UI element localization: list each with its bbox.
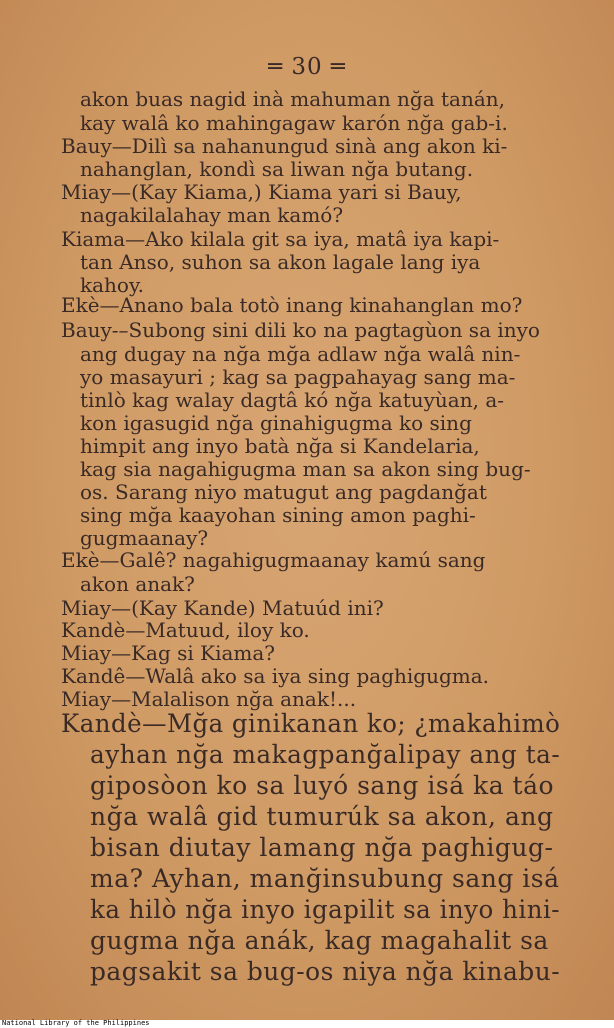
text-line: gugmaanay? xyxy=(80,526,209,550)
text-line: Miay—(Kay Kiama,) Kiama yari si Bauy, xyxy=(61,180,462,204)
text-line: akon buas nagid inà mahuman nğa tanán, xyxy=(80,87,506,111)
text-line: bisan diutay lamang nğa paghigug- xyxy=(90,833,554,862)
text-line: kahoy. xyxy=(80,273,144,297)
text-line: tinlò kag walay dagtâ kó nğa katuyùan, a- xyxy=(80,388,505,412)
text-line: Kandè—Mğa ginikanan ko; ¿makahimò xyxy=(61,709,561,738)
text-line: Miay—(Kay Kande) Matuúd ini? xyxy=(61,596,384,620)
text-line: nahanglan, kondì sa liwan nğa butang. xyxy=(80,157,474,181)
text-line: ayhan nğa makagpanğalipay ang ta- xyxy=(90,740,561,769)
text-line: kon igasugid nğa ginahigugma ko sing xyxy=(80,411,472,435)
text-line: Ekè—Galê? nagahigugmaanay kamú sang xyxy=(61,548,486,572)
text-line: kay walâ ko mahingagaw karón nğa gab-i. xyxy=(80,111,508,135)
footer-credit: National Library of the Philippines xyxy=(2,1019,150,1027)
text-line: pagsakit sa bug-os niya nğa kinabu- xyxy=(90,957,561,986)
text-line: Miay—Kag si Kiama? xyxy=(61,641,276,665)
text-line: nğa walâ gid tumurúk sa akon, ang xyxy=(90,802,554,831)
text-line: os. Sarang niyo matugut ang pagdanğat xyxy=(80,480,487,504)
text-line: ang dugay na nğa mğa adlaw nğa walâ nin- xyxy=(80,342,521,366)
text-line: ka hilò nğa inyo igapilit sa inyo hini- xyxy=(90,895,561,924)
text-line: akon anak? xyxy=(80,572,195,596)
text-line: ma? Ayhan, manğinsubung sang isá xyxy=(90,864,560,893)
text-line: gugma nğa anák, kag magahalit sa xyxy=(90,926,549,955)
text-line: tan Anso, suhon sa akon lagale lang iya xyxy=(80,250,481,274)
text-line: yo masayuri ; kag sa pagpahayag sang ma- xyxy=(80,365,516,389)
page-number: ═ 30 ═ xyxy=(268,54,346,80)
text-line: Bauy-–Subong sini dili ko na pagtagùon sa inyo xyxy=(61,318,540,342)
text-line: himpit ang inyo batà nğa si Kandelaria, xyxy=(80,434,480,458)
text-line: giposòon ko sa luyó sang isá ka táo xyxy=(90,771,555,800)
text-line: nagakilalahay man kamó? xyxy=(80,203,344,227)
text-line: sing mğa kaayohan sining amon paghi- xyxy=(80,503,476,527)
text-line: Kandê—Walâ ako sa iya sing paghigugma. xyxy=(61,664,490,688)
text-line: Kandè—Matuud, iloy ko. xyxy=(61,618,310,642)
text-line: kag sia nagahigugma man sa akon sing bug- xyxy=(80,457,531,481)
text-line: Bauy—Dilì sa nahanungud sinà ang akon ki- xyxy=(61,134,508,158)
footer-strip xyxy=(0,1020,614,1028)
text-line: Miay—Malalison nğa anak!... xyxy=(61,687,357,711)
text-line: Kiama—Ako kilala git sa iya, matâ iya kapi- xyxy=(61,227,500,251)
text-line: Ekè—Anano bala totò inang kinahanglan mo? xyxy=(61,293,523,317)
